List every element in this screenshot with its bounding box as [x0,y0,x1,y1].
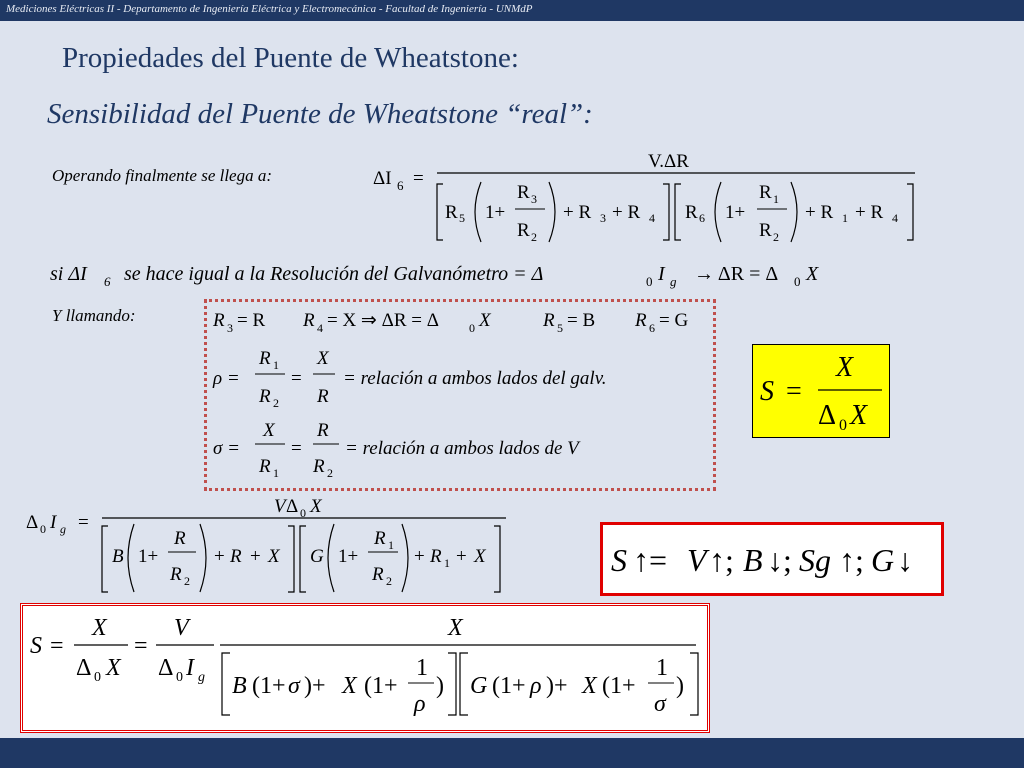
svg-text:3: 3 [600,211,606,225]
svg-text:Δ: Δ [158,655,174,681]
svg-text:ρ: ρ [530,673,542,699]
svg-text:R: R [317,386,329,407]
svg-text:Δ: Δ [286,496,299,517]
svg-text:= B: = B [567,310,596,331]
svg-text:(1+: (1+ [492,673,526,699]
svg-text:X: X [310,496,322,517]
svg-text:=: = [134,633,148,659]
svg-text:↑;: ↑; [709,542,734,578]
svg-text:1: 1 [388,538,394,552]
svg-text:V: V [274,496,286,517]
equation-final-s [24,607,704,727]
svg-text:g: g [670,274,677,289]
svg-text:R: R [759,182,772,203]
svg-text:R: R [543,310,555,331]
header-bar [0,0,1024,21]
svg-text:X: X [106,655,121,681]
svg-text:2: 2 [773,230,779,244]
svg-text:2: 2 [386,574,392,588]
equation-sensitivity-summary [603,525,939,591]
svg-text:= R: = R [237,310,266,331]
svg-text:+: + [250,546,261,567]
svg-text:X: X [836,352,854,383]
svg-text:R: R [230,546,242,567]
equation-delta-i6 [365,140,925,250]
svg-text:G: G [470,673,488,699]
svg-text:1: 1 [273,358,279,372]
svg-text:↑=: ↑= [633,542,668,578]
svg-text:2: 2 [327,466,333,480]
equation-delta0-ig [24,488,514,598]
svg-text:R: R [317,420,329,441]
header-text: Mediciones Eléctricas II - Departamento de Ingeniería Eléctrica y Electromecánica - Facultad de Ingeniería - UNMdP [6,3,533,15]
svg-text:1: 1 [273,466,279,480]
equation-s-yellow [752,344,890,438]
svg-text:g: g [198,670,205,685]
svg-text:Δ: Δ [26,512,39,533]
svg-text:0: 0 [646,274,653,289]
svg-text:0: 0 [839,417,847,434]
svg-text:)+: )+ [546,673,568,699]
svg-text:S: S [30,633,42,659]
svg-text:R: R [174,528,186,549]
svg-text:4: 4 [317,321,323,335]
svg-text:si ΔI: si ΔI [50,263,87,285]
svg-text:= relación a ambos lados del: = relación a ambos lados del galv. [343,368,607,389]
svg-text:B: B [743,542,763,578]
svg-text:0: 0 [176,670,183,685]
svg-text:R: R [313,456,325,477]
svg-text:(1+: (1+ [364,673,398,699]
svg-text:1: 1 [842,211,848,225]
svg-text:): ) [676,673,684,699]
svg-text:2: 2 [184,574,190,588]
svg-text:+: + [214,546,225,567]
svg-text:0: 0 [300,506,306,520]
svg-text:Δ: Δ [76,655,92,681]
svg-text:R: R [259,456,271,477]
svg-text:R: R [759,220,772,241]
svg-text:X: X [342,673,357,699]
svg-text:V.ΔR: V.ΔR [648,151,689,172]
svg-text:= X ⇒ ΔR = Δ: = X ⇒ ΔR = Δ [327,310,439,331]
svg-text:R: R [635,310,647,331]
svg-text:5: 5 [557,321,563,335]
svg-text:I: I [186,655,194,681]
svg-text:(1+: (1+ [602,673,636,699]
svg-text:=: = [786,376,802,407]
svg-text:Δ: Δ [818,400,837,431]
llamando-label: Y llamando: [52,306,136,325]
svg-text:V: V [687,542,707,578]
svg-text:→ ΔR = Δ: → ΔR = Δ [694,263,779,285]
svg-text:+ R: + R [563,202,592,223]
svg-text:)+: )+ [304,673,326,699]
svg-text:ρ: ρ [414,691,426,717]
svg-text:1+: 1+ [725,202,746,223]
svg-text:S: S [611,542,627,578]
svg-text:X: X [263,420,275,441]
svg-text:V: V [174,615,189,641]
operando-label: Operando finalmente se llega a: [52,166,273,185]
svg-text:X: X [850,400,868,431]
svg-text:1: 1 [444,556,450,570]
svg-text:=: = [50,633,64,659]
svg-text:I: I [658,263,665,285]
svg-text:+: + [414,546,425,567]
equation-definitions [207,302,713,488]
svg-text:I: I [50,512,57,533]
svg-text:Sg: Sg [799,542,831,578]
svg-text:2: 2 [531,230,537,244]
svg-text:6: 6 [649,321,655,335]
svg-text:0: 0 [94,670,101,685]
svg-text:R: R [445,202,458,223]
svg-text:6: 6 [104,274,111,289]
svg-text:R: R [303,310,315,331]
svg-text:X: X [448,615,463,641]
svg-text:+ R: + R [805,202,834,223]
svg-text:3: 3 [227,321,233,335]
svg-text:σ: σ [654,691,666,717]
page-subtitle: Sensibilidad del Puente de Wheatstone “real”: [47,98,593,130]
svg-text:R: R [517,220,530,241]
svg-text:R: R [259,348,271,369]
svg-text:R: R [517,182,530,203]
svg-text:1+: 1+ [485,202,506,223]
svg-text:X: X [806,263,819,285]
svg-text:R: R [374,528,386,549]
svg-text:=: = [291,438,302,459]
equation-resolucion [48,258,848,290]
svg-text:0: 0 [40,522,46,536]
svg-text:+: + [456,546,467,567]
svg-text:X: X [92,615,107,641]
svg-text:se hace igual a la Resolución: se hace igual a la Resolución del Galvanómetro = Δ [124,263,544,285]
svg-text:1: 1 [773,192,779,206]
svg-text:R: R [430,546,442,567]
svg-text:σ =: σ = [213,438,240,459]
svg-text:G: G [310,546,324,567]
svg-text:1: 1 [416,655,428,681]
svg-text:2: 2 [273,396,279,410]
svg-text:B: B [112,546,124,567]
svg-text:X: X [268,546,280,567]
svg-text:G: G [871,542,895,578]
svg-text:ρ =: ρ = [213,368,240,389]
svg-text:1: 1 [656,655,668,681]
svg-text:= G: = G [659,310,689,331]
svg-text:): ) [436,673,444,699]
svg-text:X: X [479,310,491,331]
svg-text:ΔI: ΔI [373,168,392,189]
svg-text:X: X [582,673,597,699]
svg-text:σ: σ [288,673,300,699]
svg-text:R: R [372,564,384,585]
svg-text:=: = [413,168,424,189]
page-title: Propiedades del Puente de Wheatstone: [62,42,519,74]
footer-bar [0,738,1024,768]
svg-text:=: = [291,368,302,389]
svg-text:0: 0 [794,274,801,289]
svg-text:R: R [213,310,225,331]
svg-text:↑;: ↑; [839,542,864,578]
svg-text:R: R [685,202,698,223]
svg-text:=: = [78,512,89,533]
svg-text:S: S [760,376,774,407]
svg-text:4: 4 [892,211,898,225]
svg-text:4: 4 [649,211,655,225]
svg-text:+ R: + R [855,202,884,223]
svg-text:(1+: (1+ [252,673,286,699]
svg-text:0: 0 [469,321,475,335]
svg-text:6: 6 [699,211,705,225]
svg-text:1+: 1+ [138,546,159,567]
svg-text:5: 5 [459,211,465,225]
svg-text:= relación a ambos lados de V: = relación a ambos lados de V [345,438,579,459]
svg-text:6: 6 [397,178,404,193]
svg-text:X: X [474,546,486,567]
svg-text:R: R [170,564,182,585]
svg-text:X: X [317,348,329,369]
svg-text:↓: ↓ [897,542,913,578]
svg-text:g: g [60,522,66,536]
svg-text:↓;: ↓; [767,542,792,578]
svg-text:3: 3 [531,192,537,206]
svg-text:R: R [259,386,271,407]
svg-text:+ R: + R [612,202,641,223]
svg-text:1+: 1+ [338,546,359,567]
svg-text:B: B [232,673,247,699]
